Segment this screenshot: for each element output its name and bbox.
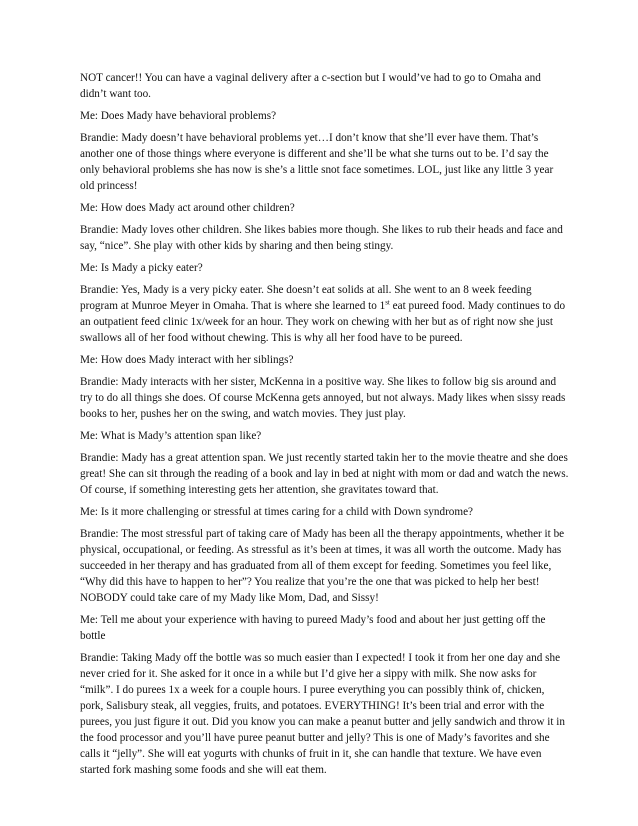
answer-stressful-caring: Brandie: The most stressful part of taking care of Mady has been all the therapy appointments, whether it be physical, occupational, or feeding. As stressful as it’s been at times, it was all worth the outcome. Mady has succeeded in her therapy and has graduated from all of them except for feeding. Sometimes you feel like, “Why did this have to happen to her”? You realize that you’re the one that was picked to help her best! NOBODY could take care of my Mady like Mom, Dad, and Sissy!	[80, 528, 565, 604]
answer-attention-span: Brandie: Mady has a great attention span. We just recently started takin her to the movie theatre and she does great! She can sit through the reading of a book and lay in bed at night with mom or dad and watch the news. Of course, if something interesting gets her attention, she gravitates toward that.	[80, 452, 569, 496]
question-attention-span: Me: What is Mady’s attention span like?	[80, 430, 262, 442]
question-behavioral-problems: Me: Does Mady have behavioral problems?	[80, 110, 277, 122]
answer-picky-eater-text-end: eat pureed food. Mady continues to do an outpatient feed clinic 1x/week for an hour. They work on chewing with her but as of right now she just swallows all of her food without chewing. This is why all her food have to be pureed.	[80, 300, 566, 344]
question-stressful-caring: Me: Is it more challenging or stressful at times caring for a child with Down syndrome?	[80, 506, 474, 518]
answer-pureed-food: Brandie: Taking Mady off the bottle was so much easier than I expected! I took it from her one day and she never cried for it. She asked for it once in a while but I’d give her a sippy with milk. She now asks for “milk”. I do purees 1x a week for a couple hours. I puree everything you can possibly think of, chicken, pork, Salisbury steak, all veggies, fruits, and potatoes. EVERYTHING! It’s been trial and error with the purees, you just figure it out. Did you know you can make a peanut butter and jelly sandwich and throw it in the food processor and you’ll have puree peanut butter and jelly? This is one of Mady’s favorites and she calls it “jelly”. She will eat yogurts with chunks of fruit in it, she can handle that texture. We have even started fork mashing some foods and she will eat them.	[80, 652, 565, 776]
answer-siblings: Brandie: Mady interacts with her sister, McKenna in a positive way. She likes to follow big sis around and try to do all things she does. Of course McKenna gets annoyed, but not always. Mady likes when sissy reads books to her, pushes her on the swing, and watch movies. They just play.	[80, 376, 566, 420]
question-siblings: Me: How does Mady interact with her siblings?	[80, 354, 294, 366]
question-other-children: Me: How does Mady act around other children?	[80, 202, 295, 214]
answer-picky-eater	[80, 282, 570, 346]
answer-picky-eater-text-start: Brandie: Yes, Mady is a very picky eater. She doesn’t eat solids at all. She went to an 8 week feeding program at Munroe Meyer in Omaha. That is where she learned to 1	[80, 284, 532, 312]
answer-other-children: Brandie: Mady loves other children. She likes babies more though. She likes to rub their heads and face and say, “nice”. She play with other kids by sharing and then being stingy.	[80, 224, 563, 252]
ordinal-suffix: st	[385, 298, 390, 307]
paragraph-cancer-note: NOT cancer!! You can have a vaginal delivery after a c-section but I would’ve had to go to Omaha and didn’t want too.	[80, 72, 541, 100]
question-pureed-food: Me: Tell me about your experience with having to pureed Mady’s food and about her just getting off the bottle	[80, 614, 546, 642]
answer-behavioral-problems: Brandie: Mady doesn’t have behavioral problems yet…I don’t know that she’ll ever have them. That’s another one of those things where everyone is different and she’ll be what she turns out to be. I’d say the only behavioral problems she has now is she’s a little snot face sometimes. LOL, just like any little 3 year old princess!	[80, 132, 554, 192]
document-page	[80, 70, 570, 778]
question-picky-eater: Me: Is Mady a picky eater?	[80, 262, 203, 274]
